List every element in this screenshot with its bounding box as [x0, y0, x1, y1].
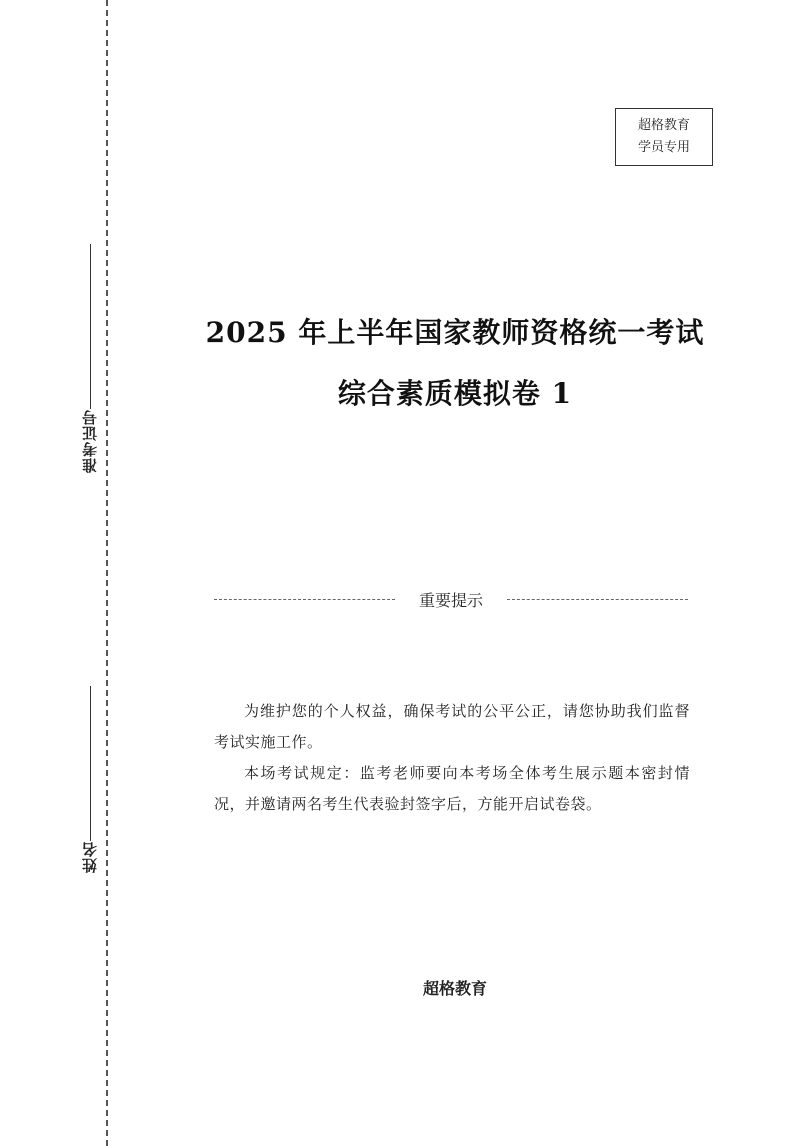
exam-number-label: 准考证号 [81, 409, 99, 473]
notice-paragraph-1: 为维护您的个人权益，确保考试的公平公正，请您协助我们监督考试实施工作。 [214, 702, 690, 751]
exam-number-underline [90, 244, 91, 409]
notice-heading-text: 重要提示 [419, 591, 484, 610]
notice-left-dash [214, 599, 395, 600]
binding-dashed-line [106, 0, 108, 1146]
name-field[interactable] [78, 686, 102, 873]
notice-paragraph-2: 本场考试规定：监考老师要向本考场全体考生展示题本密封情况，并邀请两名考生代表验封签字后，方能开启试卷袋。 [214, 764, 690, 813]
stamp-line-2: 学员专用 [637, 140, 690, 155]
page-title: 2025 年上半年国家教师资格统一考试 [205, 316, 705, 349]
name-label: 姓名 [81, 841, 99, 873]
exam-number-field[interactable] [78, 244, 102, 473]
notice-heading [214, 588, 688, 611]
page-subtitle: 综合素质模拟卷 1 [337, 377, 573, 410]
notice-right-dash [507, 599, 688, 600]
name-underline [90, 686, 91, 841]
stamp-line-1: 超格教育 [637, 118, 690, 133]
student-only-stamp [615, 108, 713, 166]
notice-body [214, 696, 690, 820]
footer-organization: 超格教育 [422, 979, 487, 998]
